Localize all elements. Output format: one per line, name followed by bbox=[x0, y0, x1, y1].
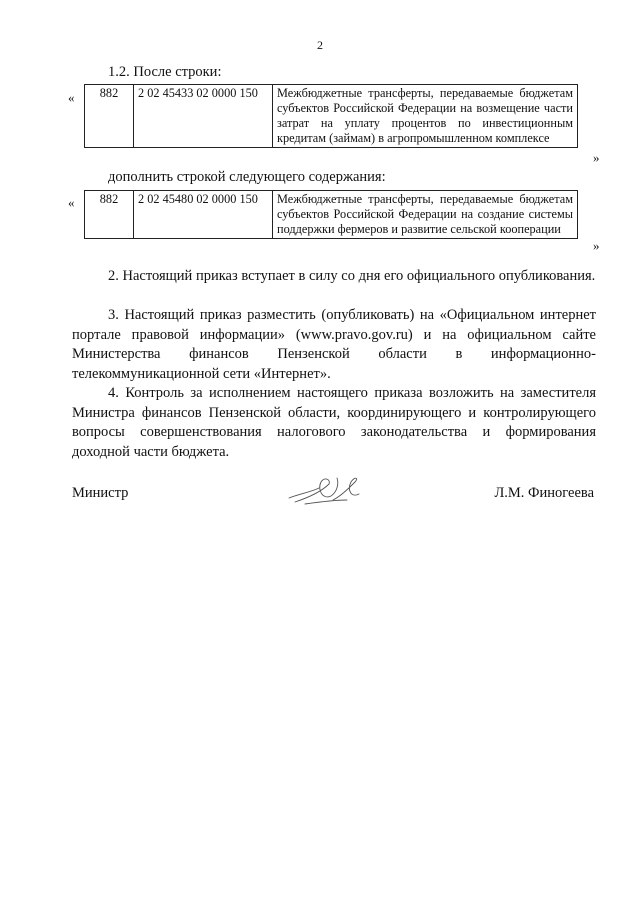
row-code: 882 bbox=[85, 85, 134, 148]
new-row-table bbox=[84, 190, 578, 239]
addition-heading: дополнить строкой следующего содержания: bbox=[108, 169, 386, 185]
table-row bbox=[85, 191, 578, 239]
row-code: 882 bbox=[85, 191, 134, 239]
paragraph-3: 3. Настоящий приказ разместить (опубликовать) на «Официальном интернет портале правовой информации» (www.pravo.gov.ru) и на официальном сайте Министерства финансов Пензенской области в информационно-телекоммуникационной сети «Интернет». bbox=[72, 307, 596, 382]
paragraph-2: 2. Настоящий приказ вступает в силу со дня его официального опубликования. bbox=[108, 268, 596, 284]
signatory-name: Л.М. Финогеева bbox=[494, 485, 594, 501]
quote-close-1: » bbox=[593, 150, 600, 165]
handwritten-signature bbox=[285, 470, 365, 508]
quote-open-2: « bbox=[68, 195, 75, 210]
paragraph-4: 4. Контроль за исполнением настоящего приказа возложить на заместителя Министра финансов Пензенской области, координирующего и контролирующего вопросы совершенствования налогового законодательства и формирования доходной части бюджета. bbox=[72, 385, 596, 460]
quote-close-2: » bbox=[593, 238, 600, 253]
row-kbk: 2 02 45480 02 0000 150 bbox=[134, 191, 273, 239]
signatory-position: Министр bbox=[72, 485, 129, 501]
table-row bbox=[85, 85, 578, 148]
row-kbk: 2 02 45433 02 0000 150 bbox=[134, 85, 273, 148]
row-description: Межбюджетные трансферты, передаваемые бюджетам субъектов Российской Федерации на создание системы поддержки фермеров и развитие сельской кооперации bbox=[273, 191, 578, 239]
page-number: 2 bbox=[317, 38, 323, 52]
quote-open-1: « bbox=[68, 90, 75, 105]
section-1-2-heading: 1.2. После строки: bbox=[108, 64, 222, 80]
row-description: Межбюджетные трансферты, передаваемые бюджетам субъектов Российской Федерации на возмещение части затрат на уплату процентов по инвестиционным кредитам (займам) в агропромышленном комплексе bbox=[273, 85, 578, 148]
existing-row-table bbox=[84, 84, 578, 148]
